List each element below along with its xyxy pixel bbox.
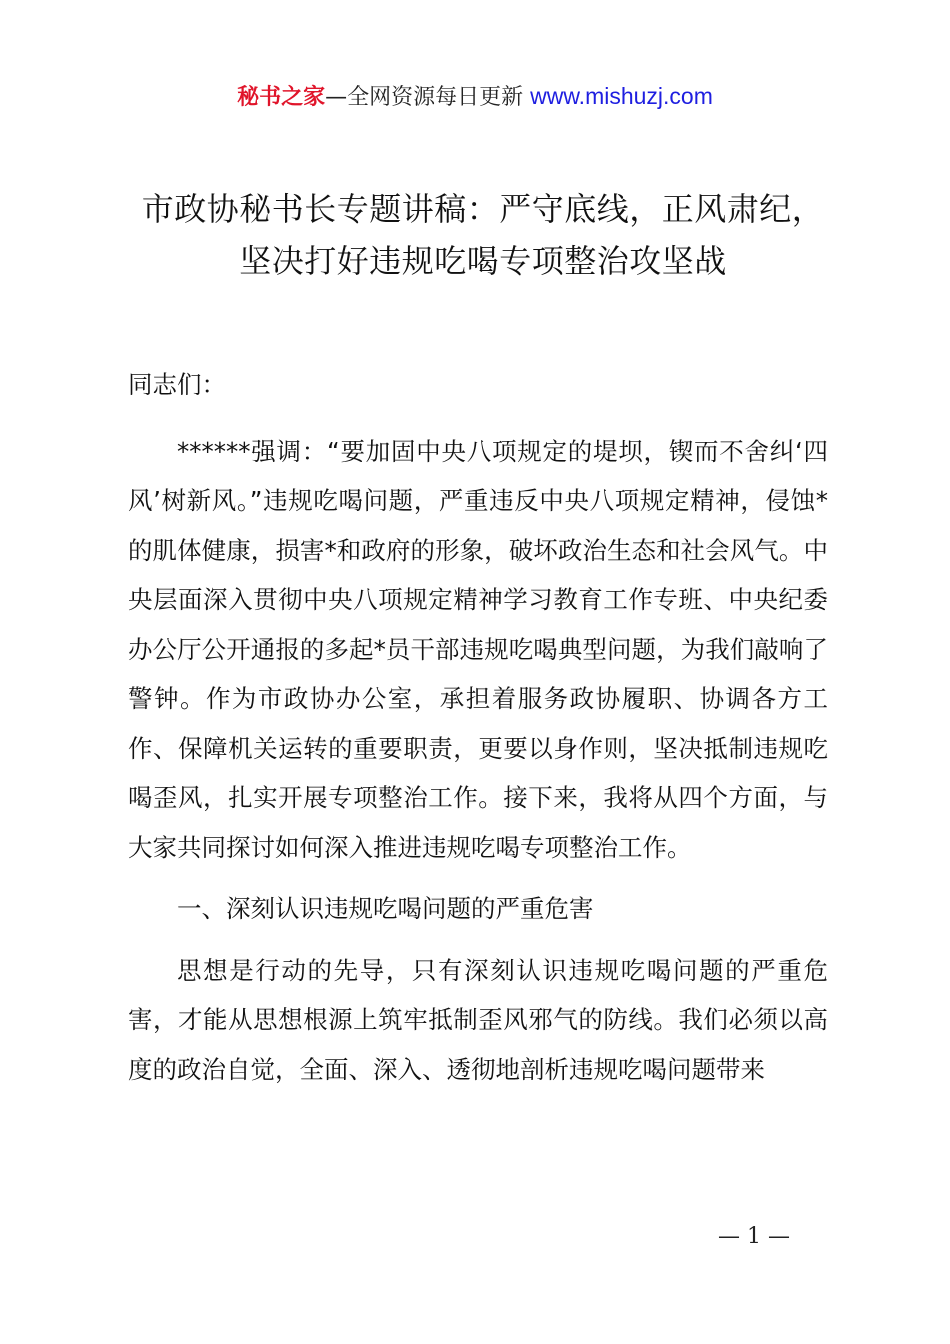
site-url[interactable]: www.mishuzj.com — [530, 83, 713, 109]
body-paragraph-2: 思想是行动的先导，只有深刻认识违规吃喝问题的严重危害，才能从思想根源上筑牢抵制歪风邪气的防线。我们必须以高度的政治自觉，全面、深入、透彻地剖析违规吃喝问题带来 — [128, 955, 828, 1084]
document-title-line-2: 坚决打好违规吃喝专项整治攻坚战 — [239, 242, 727, 280]
site-header — [0, 80, 950, 114]
document-body — [128, 360, 828, 1094]
header-dash: — — [325, 85, 348, 110]
site-brand: 秘书之家 — [237, 85, 326, 110]
site-tagline: 全网资源每日更新 — [347, 85, 524, 110]
body-paragraph-1: ******强调：“要加固中央八项规定的堤坝，锲而不舍纠‘四风’树新风。”违规吃喝问题，严重违反中央八项规定精神，侵蚀*的肌体健康，损害*和政府的形象，破坏政治生态和社会风气。中央层面深入贯彻中央八项规定精神学习教育工作专班、中央纪委办公厅公开通报的多起*员干部违规吃喝典型问题，为我们敲响了警钟。作为市政协办公室，承担着服务政协履职、协调各方工作、保障机关运转的重要职责，更要以身作则，坚决抵制违规吃喝歪风，扎实开展专项整治工作。接下来，我将从四个方面，与大家共同探讨如何深入推进违规吃喝专项整治工作。 — [128, 436, 828, 862]
page-number: — 1 — — [718, 1224, 790, 1249]
document-title — [118, 183, 848, 287]
section-heading-1: 一、深刻认识违规吃喝问题的严重危害 — [177, 894, 594, 923]
document-title-line-1: 市政协秘书长专题讲稿：严守底线，正风肃纪， — [141, 190, 825, 228]
salutation: 同志们： — [128, 370, 226, 399]
